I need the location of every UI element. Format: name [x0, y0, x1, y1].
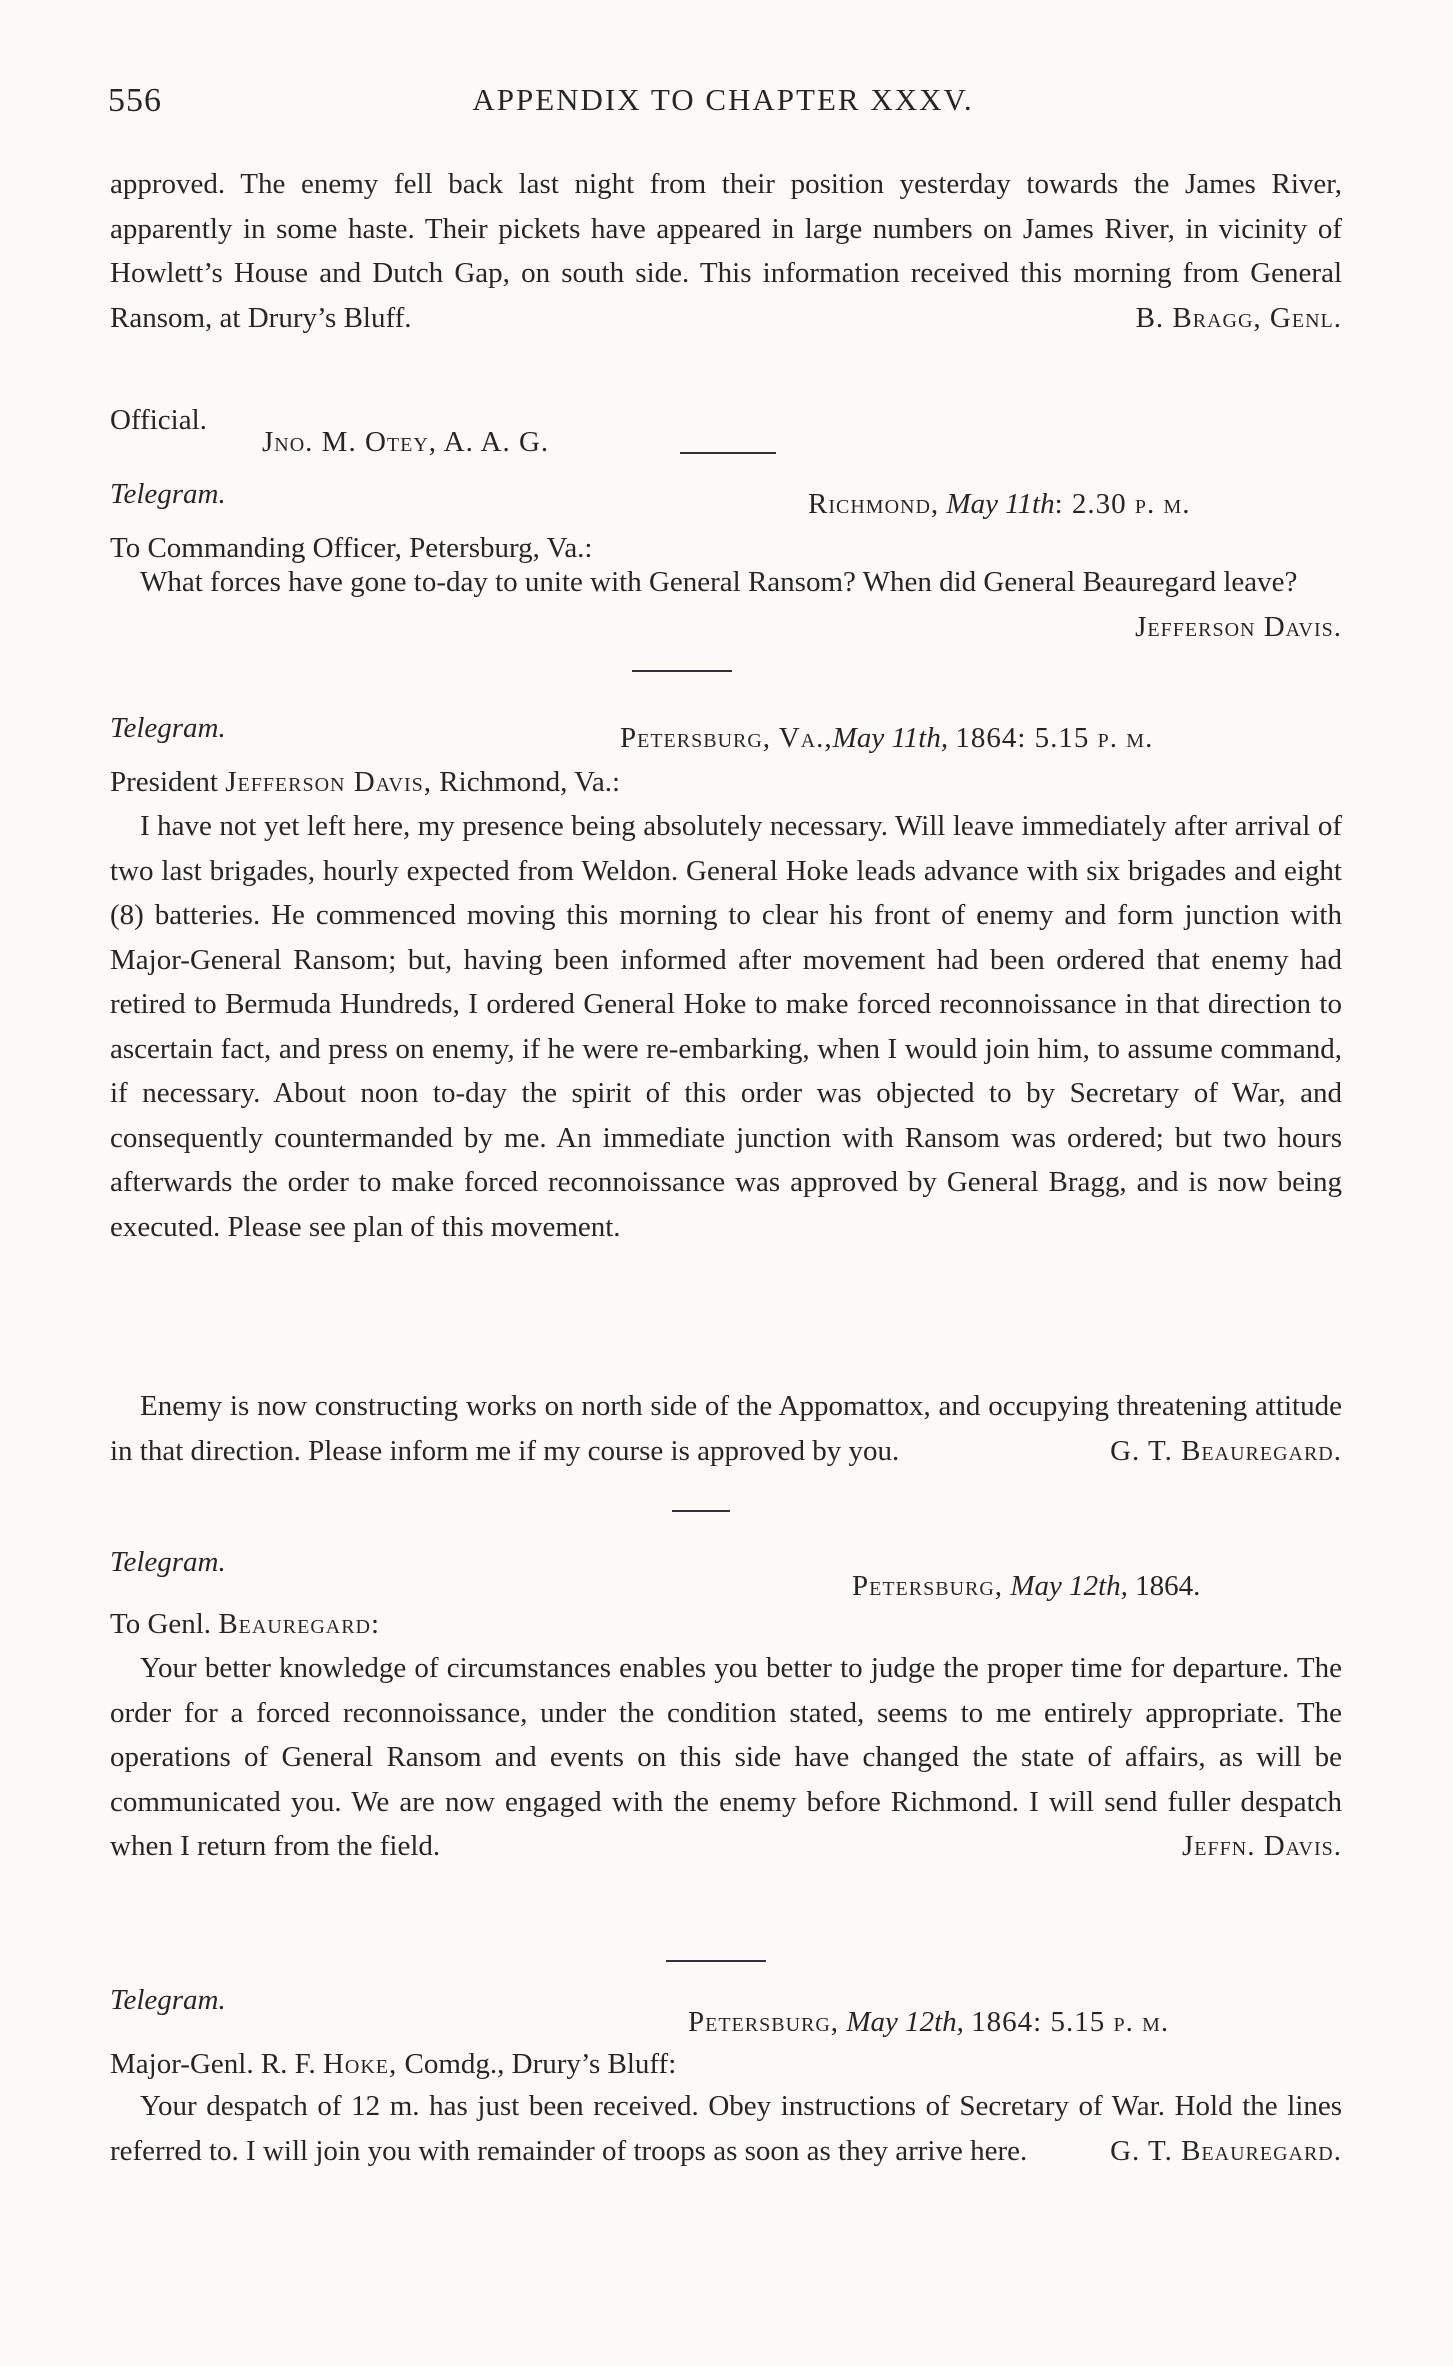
separator-rule	[632, 670, 732, 672]
telegram-body	[110, 804, 1342, 1249]
addressee-name: Hoke,	[322, 2048, 398, 2080]
telegram-body-text: Enemy is now constructing works on north side of the Appomattox, and occupying threatening attitude in that direction. Please inform me if my course is approved by you.	[110, 1390, 1342, 1467]
telegram-addressee	[110, 760, 620, 805]
page-number: 556	[108, 82, 162, 119]
addressee-prefix: Major-Genl. R. F.	[110, 2048, 316, 2080]
telegram-body-text: I have not yet left here, my presence being absolutely necessary. Will leave immediately after arrival of two last brigades, hourly expected from Weldon. General Hoke leads advance with six brigades and eight (8) batteries. He commenced moving this morning to clear his front of enemy and form junction with Major-General Ransom; but, having been informed after movement had been ordered that enemy had retired to Bermuda Hundreds, I ordered General Hoke to make forced reconnoissance in that direction to ascertain fact, and press on enemy, if he were re-embarking, when I would join him, to assume command, if necessary. About noon to-day the spirit of this order was objected to by Secretary of War, and consequently countermanded by me. An immediate junction with Ransom was ordered; but two hours afterwards the order to make forced reconnoissance was approved by General Bragg, and is now being executed. Please see plan of this movement.	[110, 810, 1342, 1243]
dateline-date: May 11th	[946, 488, 1055, 520]
dateline-date: May 11th,	[832, 722, 949, 754]
dateline-place: Petersburg,	[852, 1570, 1004, 1602]
official-label: Official.	[110, 404, 207, 436]
addressee-prefix: President	[110, 766, 218, 798]
dateline-date: May 12th,	[1010, 1570, 1128, 1602]
telegram-body-text: Your despatch of 12 m. has just been received. Obey instructions of Secretary of War. Hold the lines referred to. I will join you with remainder of troops as soon as they arrive here.	[110, 2090, 1342, 2167]
telegram-dateline	[852, 1564, 1200, 1609]
dateline-place: Petersburg,	[688, 2006, 840, 2038]
telegram-body-text: What forces have gone to-day to unite with General Ransom? When did General Beauregard leave?	[140, 566, 1298, 598]
dateline-time: 1864: 5.15 p. m.	[971, 2006, 1170, 2038]
running-head: APPENDIX TO CHAPTER XXXV.	[472, 82, 974, 117]
dateline-place: Petersburg, Va.,	[620, 722, 833, 754]
telegram-body	[110, 560, 1342, 649]
dateline-place: Richmond,	[808, 488, 940, 520]
telegram-addressee	[110, 2042, 676, 2087]
dateline-time: 1864: 5.15 p. m.	[955, 722, 1154, 754]
dateline-date: May 12th,	[846, 2006, 964, 2038]
page-header	[108, 82, 1338, 132]
continuation-paragraph	[110, 162, 1342, 340]
telegram-dateline	[620, 716, 1153, 761]
telegram-addressee: To Commanding Officer, Petersburg, Va.:	[110, 532, 593, 564]
telegram-label: Telegram.	[110, 712, 226, 744]
telegram-dateline	[808, 482, 1191, 527]
continuation-text: approved. The enemy fell back last night from their position yesterday towards the James River, apparently in some haste. Their pickets have appeared in large numbers on James River, in vicinity of Howlett’s House and Dutch Gap, on south side. This information received this morning from General Ransom, at Drury’s Bluff.	[110, 168, 1342, 334]
telegram-label: Telegram.	[110, 478, 226, 510]
addressee-name: Jefferson Davis,	[225, 766, 433, 798]
addressee-suffix: :	[371, 1608, 380, 1640]
beauregard-signature: G. T. Beauregard.	[1110, 2134, 1342, 2167]
telegram-dateline	[688, 2000, 1169, 2045]
davis-signature: Jefferson Davis.	[1135, 610, 1342, 643]
beauregard-signature: G. T. Beauregard.	[1110, 1434, 1342, 1467]
davis-signature: Jeffn. Davis.	[1182, 1830, 1342, 1862]
dateline-time: 1864.	[1135, 1570, 1201, 1602]
dateline-time: : 2.30 p. m.	[1054, 488, 1191, 520]
addressee-prefix: To Genl.	[110, 1608, 212, 1640]
bragg-signature: B. Bragg, Genl.	[1135, 301, 1342, 334]
official-name: Jno. M. Otey, A. A. G.	[262, 426, 550, 458]
addressee-name: Beauregard	[218, 1608, 371, 1640]
telegram-body-continued	[110, 1384, 1342, 1473]
separator-rule	[672, 1510, 730, 1512]
telegram-addressee	[110, 1602, 379, 1647]
addressee-suffix: Richmond, Va.:	[439, 766, 621, 798]
separator-rule	[666, 1960, 766, 1962]
telegram-label: Telegram.	[110, 1984, 226, 2016]
telegram-label: Telegram.	[110, 1546, 226, 1578]
separator-rule	[680, 452, 776, 454]
telegram-body	[110, 1646, 1342, 1869]
telegram-body-text: Your better knowledge of circumstances enables you better to judge the proper time for departure. The order for a forced reconnoissance, under the condition stated, seems to me entirely appropriate. The operations of General Ransom and events on this side have changed the state of affairs, as will be communicated you. We are now engaged with the enemy before Richmond. I will send fuller despatch when I return from the field.	[110, 1652, 1342, 1862]
addressee-suffix: Comdg., Drury’s Bluff:	[404, 2048, 677, 2080]
telegram-body	[110, 2084, 1342, 2173]
